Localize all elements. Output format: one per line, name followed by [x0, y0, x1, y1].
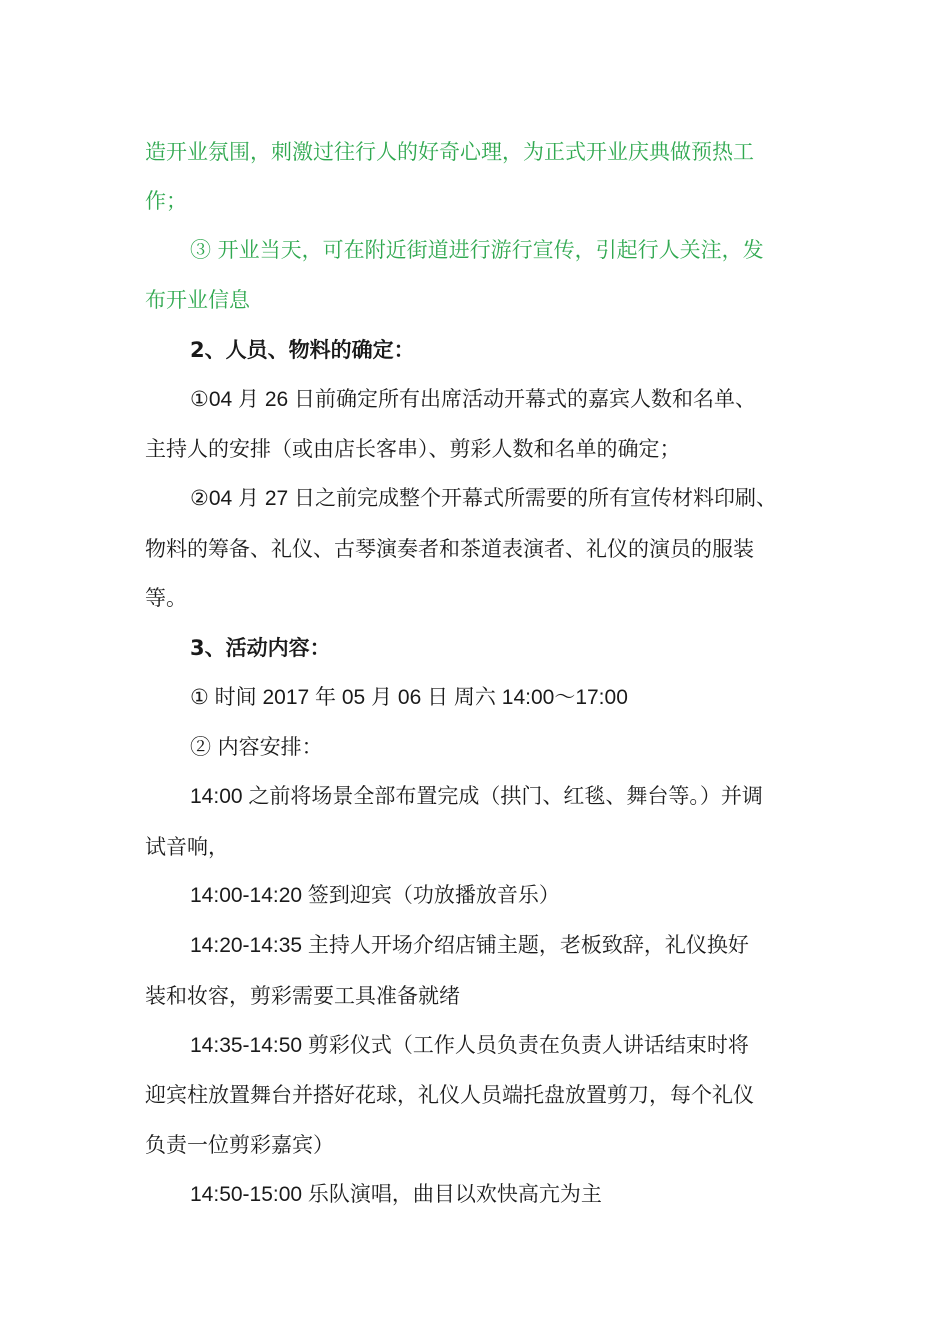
section-2-item-2-line-3: 等。: [145, 586, 187, 610]
section-2-item-2-line-2: 物料的筹备、礼仪、古琴演奏者和茶道表演者、礼仪的演员的服装: [145, 537, 754, 561]
schedule-item-3-line-2: 迎宾柱放置舞台并搭好花球，礼仪人员端托盘放置剪刀，每个礼仪: [145, 1083, 754, 1107]
schedule-item-1: 14:00-14:20 签到迎宾（功放播放音乐）: [190, 884, 560, 907]
arrangement-heading: ② 内容安排：: [190, 735, 323, 759]
green-text-line-1: 造开业氛围，刺激过往行人的好奇心理，为正式开业庆典做预热工: [145, 140, 754, 164]
section-2-item-2-line-1: ②04 月 27 日之前完成整个开幕式所需要的所有宣传材料印刷、: [190, 487, 778, 510]
prep-line-1: 14:00 之前将场景全部布置完成（拱门、红毯、舞台等。）并调: [190, 785, 763, 808]
green-item-3-line-1: ③ 开业当天，可在附近街道进行游行宣传，引起行人关注，发: [190, 238, 764, 262]
schedule-item-4: 14:50-15:00 乐队演唱，曲目以欢快高亢为主: [190, 1183, 602, 1206]
green-text-line-2: 作；: [145, 189, 187, 213]
schedule-item-3-line-3: 负责一位剪彩嘉宾）: [145, 1133, 334, 1157]
green-item-3-line-2: 布开业信息: [145, 288, 250, 312]
section-2-item-1-line-2: 主持人的安排（或由店长客串）、剪彩人数和名单的确定；: [145, 437, 681, 461]
section-3-heading: 3、活动内容：: [190, 636, 331, 660]
prep-line-2: 试音响，: [145, 835, 229, 859]
schedule-item-3-line-1: 14:35-14:50 剪彩仪式（工作人员负责在负责人讲话结束时将: [190, 1034, 749, 1057]
section-2-heading: 2、人员、物料的确定：: [190, 338, 415, 362]
schedule-item-2-line-1: 14:20-14:35 主持人开场介绍店铺主题，老板致辞，礼仪换好: [190, 934, 749, 957]
section-2-item-1-line-1: ①04 月 26 日前确定所有出席活动开幕式的嘉宾人数和名单、: [190, 388, 757, 411]
schedule-item-2-line-2: 装和妆容，剪彩需要工具准备就绪: [145, 984, 460, 1008]
event-time-line: ① 时间 2017 年 05 月 06 日 周六 14:00～17:00: [190, 686, 628, 709]
